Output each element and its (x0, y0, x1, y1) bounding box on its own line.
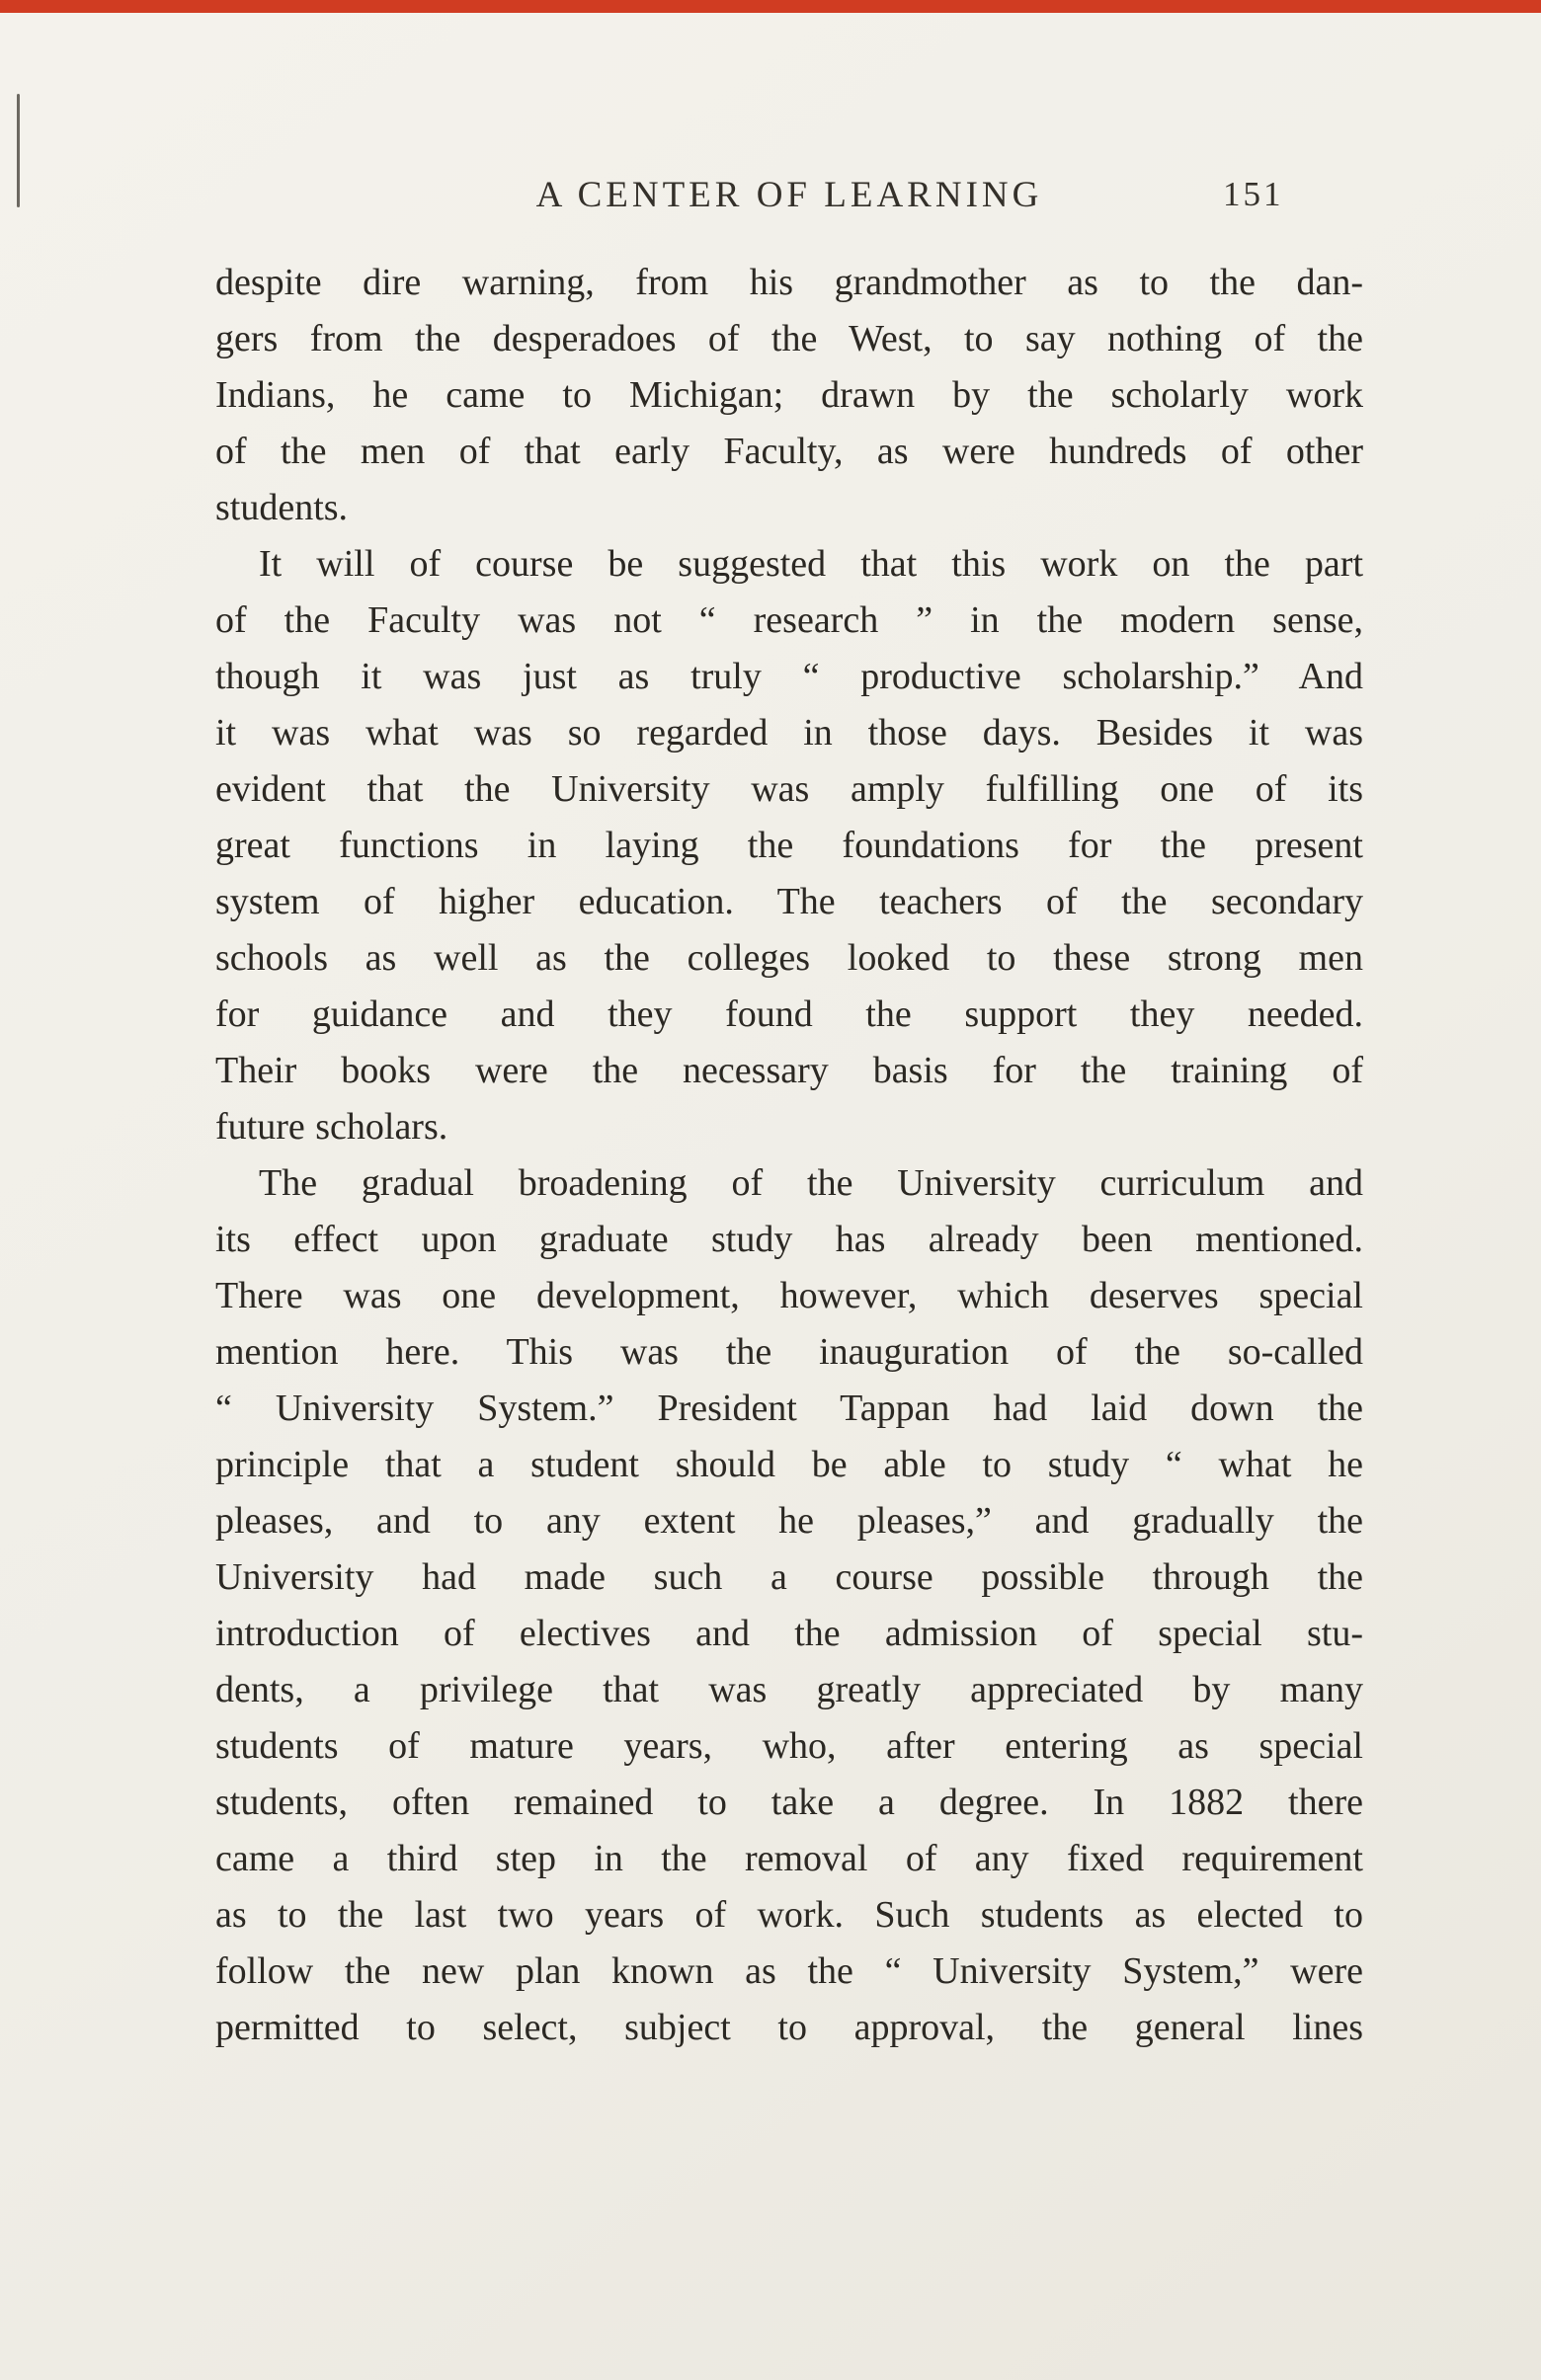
text-line: There was one development, however, which deserves special (215, 1275, 1363, 1316)
text-line: evident that the University was amply fulfilling one of its (215, 768, 1363, 810)
text-line: gers from the desperadoes of the West, to say nothing of the (215, 318, 1363, 359)
text-line: future scholars. (215, 1106, 448, 1148)
page-number: 151 (1223, 175, 1284, 213)
paragraph (215, 1155, 1363, 2056)
running-head (215, 174, 1363, 223)
text-line: of the Faculty was not “ research ” in the modern sense, (215, 599, 1363, 641)
scan-artifact-mark (17, 94, 20, 207)
text-line: of the men of that early Faculty, as were hundreds of other (215, 431, 1363, 472)
text-line: mention here. This was the inauguration of the so-called (215, 1331, 1363, 1373)
text-line: great functions in laying the foundations for the present (215, 825, 1363, 866)
text-line: It will of course be suggested that this work on the part (259, 543, 1363, 585)
text-line: as to the last two years of work. Such students as elected to (215, 1894, 1363, 1936)
text-line: pleases, and to any extent he pleases,” and gradually the (215, 1500, 1363, 1542)
text-line: though it was just as truly “ productive scholarship.” And (215, 656, 1363, 697)
text-line: its effect upon graduate study has already been mentioned. (215, 1219, 1363, 1260)
text-line: students. (215, 487, 349, 528)
text-line: students of mature years, who, after entering as special (215, 1725, 1363, 1767)
text-line: The gradual broadening of the University curriculum and (259, 1162, 1363, 1204)
text-line: for guidance and they found the support they needed. (215, 993, 1363, 1035)
text-line: “ University System.” President Tappan had laid down the (215, 1388, 1363, 1429)
text-line: came a third step in the removal of any fixed requirement (215, 1838, 1363, 1879)
paragraph (215, 536, 1363, 1155)
text-line: despite dire warning, from his grandmother as to the dan- (215, 262, 1363, 303)
text-line: introduction of electives and the admission of special stu- (215, 1613, 1363, 1654)
text-line: system of higher education. The teachers of the secondary (215, 881, 1363, 922)
text-line: follow the new plan known as the “ University System,” were (215, 1950, 1363, 1992)
page-body (215, 255, 1363, 2056)
text-line: Their books were the necessary basis for the training of (215, 1050, 1363, 1091)
text-line: schools as well as the colleges looked to these strong men (215, 937, 1363, 979)
text-line: Indians, he came to Michigan; drawn by the scholarly work (215, 374, 1363, 416)
text-line: principle that a student should be able to study “ what he (215, 1444, 1363, 1485)
text-line: University had made such a course possible through the (215, 1556, 1363, 1598)
text-line: it was what was so regarded in those days. Besides it was (215, 712, 1363, 754)
text-line: dents, a privilege that was greatly appreciated by many (215, 1669, 1363, 1710)
paragraph (215, 255, 1363, 536)
running-head-title: A CENTER OF LEARNING (535, 175, 1043, 215)
scan-red-top-edge (0, 0, 1541, 13)
text-line: permitted to select, subject to approval, the general lines (215, 2007, 1363, 2048)
text-line: students, often remained to take a degree. In 1882 there (215, 1782, 1363, 1823)
